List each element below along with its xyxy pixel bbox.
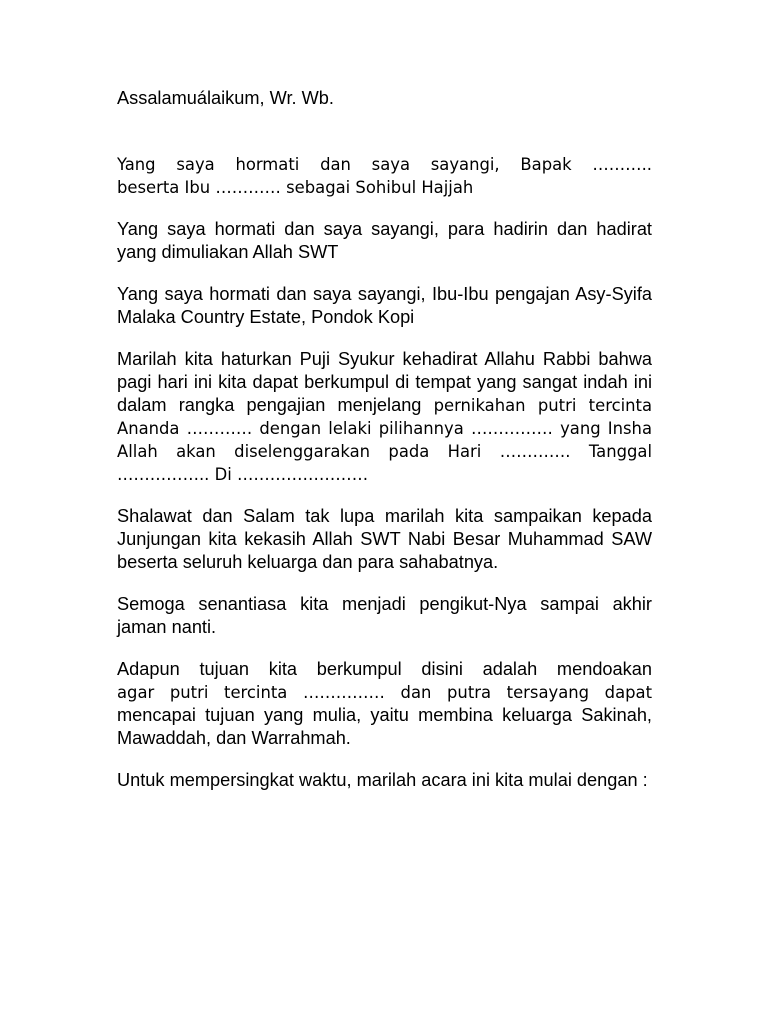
purpose-line1: Adapun tujuan kita berkumpul disini adalah mendoakan — [117, 659, 652, 679]
closing-paragraph: Untuk mempersingkat waktu, marilah acara ini kita mulai dengan : — [117, 770, 648, 790]
greeting: Assalamuálaikum, Wr. Wb. — [117, 88, 334, 108]
purpose-paragraph — [117, 658, 652, 750]
purpose-line3: mencapai tujuan yang mulia, yaitu membina keluarga Sakinah, Mawaddah, dan Warrahmah. — [117, 705, 652, 748]
praise-part1: Marilah kita haturkan Puji Syukur kehadirat Allahu Rabbi bahwa pagi hari ini kita dapat berkumpul di tempat yang sangat indah ini dalam rangka pengajian menjelang — [117, 349, 652, 415]
salutation-parents-line1: Yang saya hormati dan saya sayangi, Bapak ……….. — [117, 155, 652, 174]
praise-part2: pernikahan putri tercinta Ananda ………… dengan lelaki pilihannya …………… yang Insha Allah akan diselenggarakan pada Hari …………. Tanggal …………….. Di …………………… — [117, 396, 652, 484]
praise-paragraph — [117, 348, 652, 486]
salutation-parents-line2: beserta Ibu ………… sebagai Sohibul Hajjah — [117, 178, 474, 197]
shalawat-paragraph: Shalawat dan Salam tak lupa marilah kita sampaikan kepada Junjungan kita kekasih Allah SWT Nabi Besar Muhammad SAW beserta seluruh keluarga dan para sahabatnya. — [117, 506, 652, 572]
purpose-line2: agar putri tercinta …………… dan putra tersayang dapat — [117, 683, 652, 702]
letter-body — [117, 87, 652, 792]
salutation-parents — [117, 153, 652, 199]
hope-paragraph: Semoga senantiasa kita menjadi pengikut-Nya sampai akhir jaman nanti. — [117, 594, 652, 637]
salutation-guests: Yang saya hormati dan saya sayangi, para hadirin dan hadirat yang dimuliakan Allah SWT — [117, 219, 652, 262]
salutation-group: Yang saya hormati dan saya sayangi, Ibu-Ibu pengajan Asy-Syifa Malaka Country Estate, Pondok Kopi — [117, 284, 652, 327]
